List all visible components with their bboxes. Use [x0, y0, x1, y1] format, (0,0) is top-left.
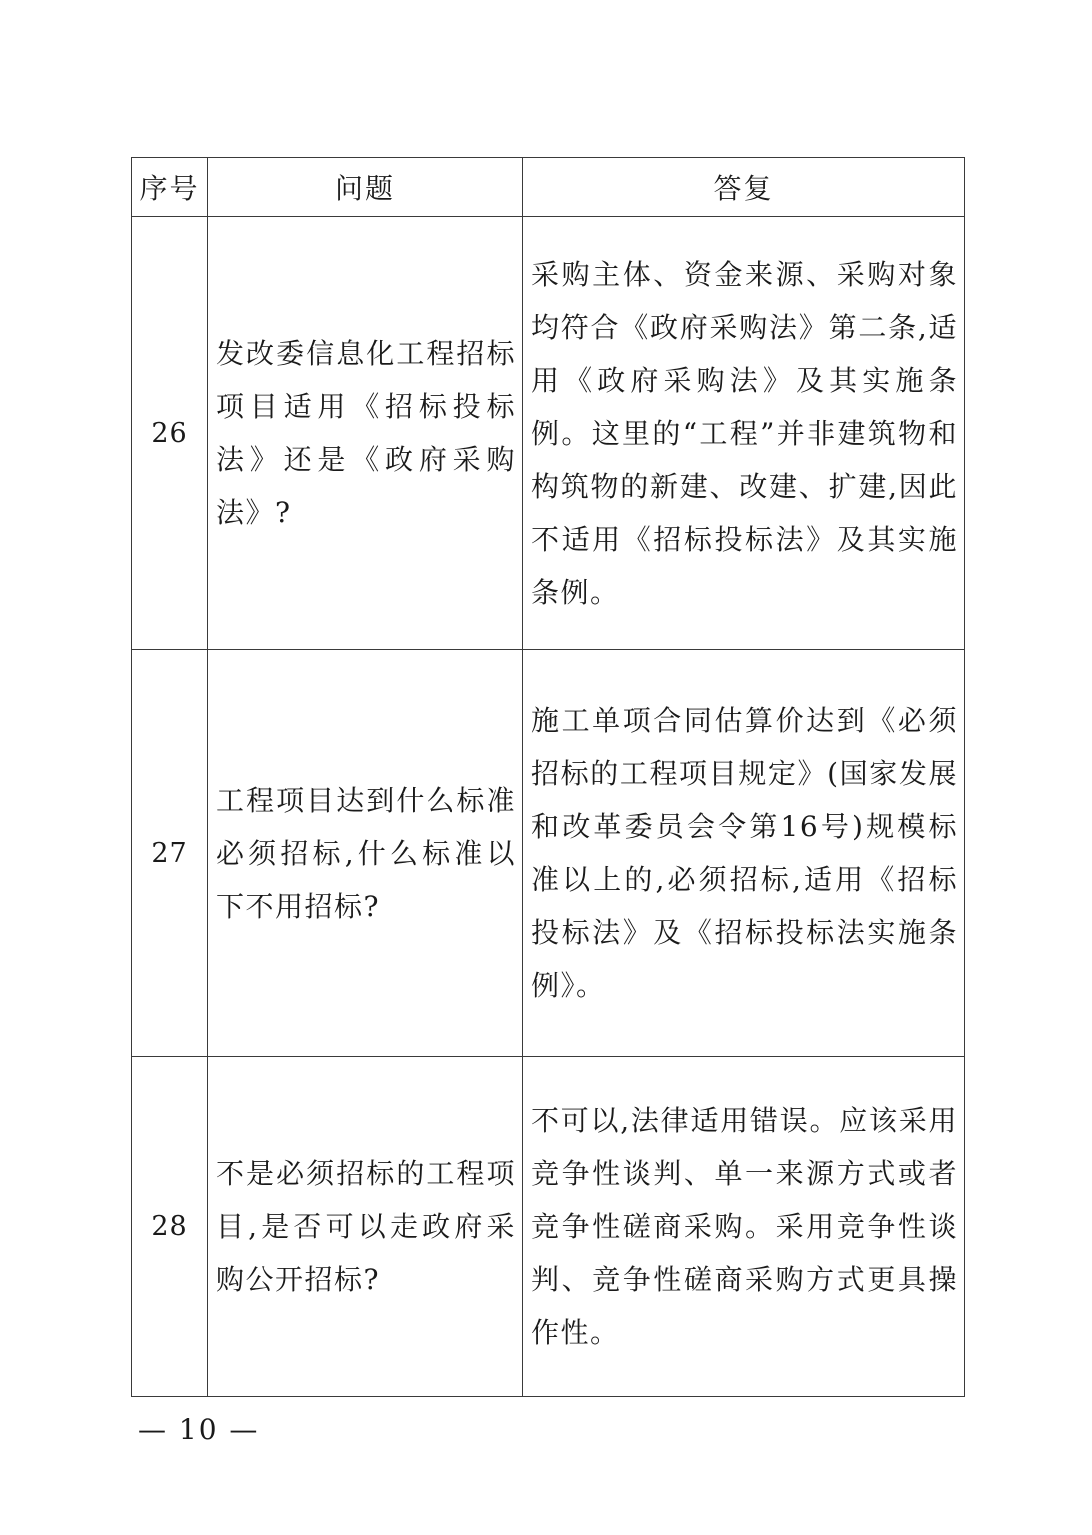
row-question-cell	[208, 650, 523, 1057]
row-question-cell	[208, 217, 523, 650]
row-question-cell	[208, 1057, 523, 1397]
qa-table	[131, 157, 965, 1397]
table-row	[132, 650, 965, 1057]
page-number: — 10 —	[138, 1413, 260, 1446]
row-question: 工程项目达到什么标准必须招标,什么标准以下不用招标?	[216, 783, 516, 923]
row-number: 27	[132, 650, 208, 1057]
table-row	[132, 1057, 965, 1397]
header-answer: 答复	[523, 158, 965, 217]
table-row	[132, 217, 965, 650]
row-number: 26	[132, 217, 208, 650]
row-answer: 不可以,法律适用错误。应该采用竞争性谈判、单一来源方式或者竞争性磋商采购。采用竞争性谈判、竞争性磋商采购方式更具操作性。	[531, 1104, 958, 1349]
row-question: 发改委信息化工程招标项目适用《招标投标法》还是《政府采购法》?	[216, 337, 516, 529]
row-answer-cell	[523, 1057, 965, 1397]
row-answer-cell	[523, 217, 965, 650]
row-question: 不是必须招标的工程项目,是否可以走政府采购公开招标?	[216, 1157, 516, 1296]
row-answer: 施工单项合同估算价达到《必须招标的工程项目规定》(国家发展和改革委员会令第16号)规模标准以上的,必须招标,适用《招标投标法》及《招标投标法实施条例》。	[531, 704, 958, 1002]
row-answer-cell	[523, 650, 965, 1057]
header-number: 序号	[132, 158, 208, 217]
table-header-row	[132, 158, 965, 217]
row-answer: 采购主体、资金来源、采购对象均符合《政府采购法》第二条,适用《政府采购法》及其实施条例。这里的“工程”并非建筑物和构筑物的新建、改建、扩建,因此不适用《招标投标法》及其实施条例。	[531, 257, 958, 609]
row-number: 28	[132, 1057, 208, 1397]
header-question: 问题	[208, 158, 523, 217]
